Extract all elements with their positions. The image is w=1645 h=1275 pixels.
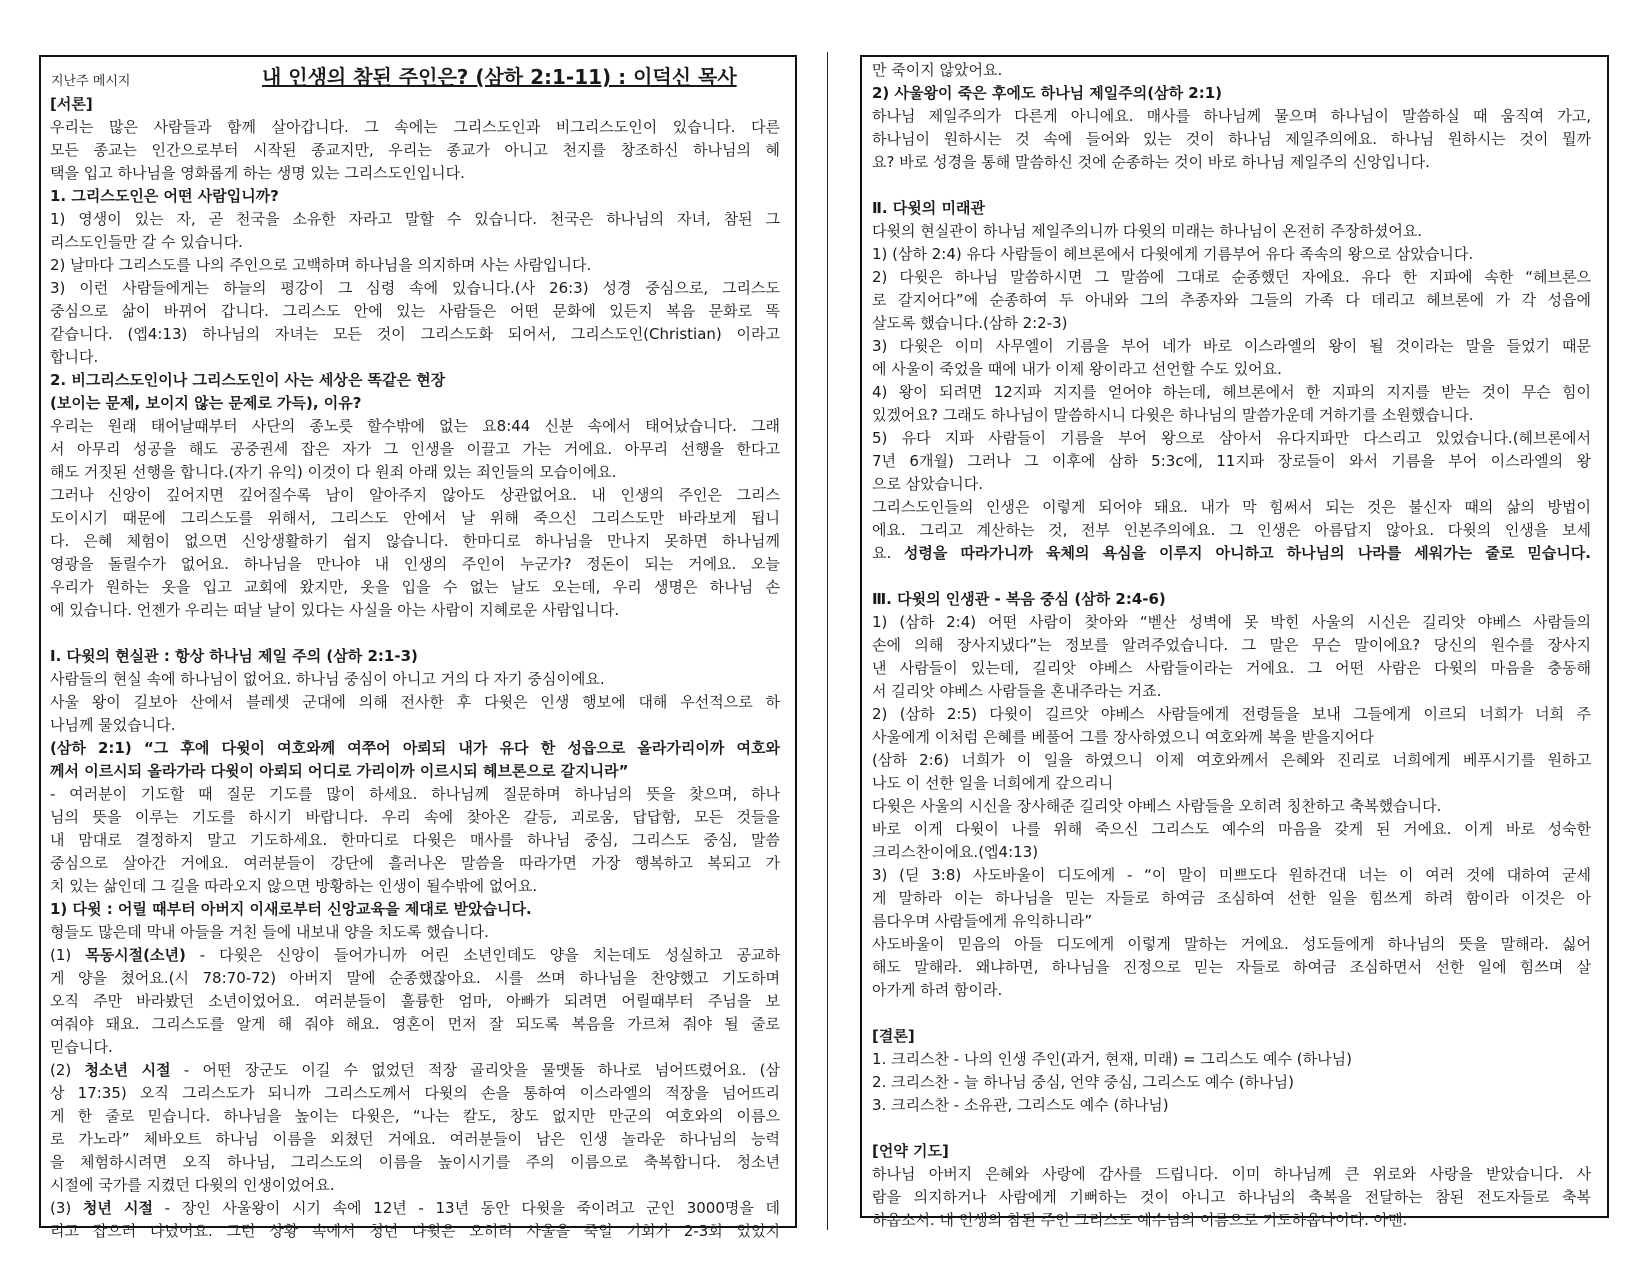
text-line: 사울에게 이처럼 은혜를 베풀어 그를 장사하였으니 여호와께 복을 받을지어다 bbox=[872, 728, 1374, 746]
text-line: 에 있습니다. 언젠가 우리는 떠날 날이 있다는 사실을 아는 사람이 지혜로운 사람입니다. bbox=[50, 601, 620, 619]
text-line: 상 17:35) 오직 그리스도가 되니까 그리스도께서 다윗의 손을 통하여 이스라엘의 적장을 넘어뜨리 bbox=[50, 1084, 780, 1102]
text-line: 람을 의지하거나 사람에게 기뻐하는 것이 아니고 하나님의 축복을 전달하는 참된 전도자들로 축복 bbox=[872, 1188, 1591, 1206]
text-line: 내 맘대로 결정하지 말고 기도하세요. 한마디로 다윗은 매사를 하나님 중심, 그리스도 중심, 말씀 bbox=[50, 831, 780, 849]
blank-line bbox=[872, 1002, 1591, 1025]
left-column bbox=[39, 55, 797, 1240]
text-line: 요? 바로 성경을 통해 말씀하신 것에 순종하는 것이 바로 하나님 제일주의 신앙입니다. bbox=[872, 153, 1430, 171]
heading-line: 께서 이르시되 올라가라 다윗이 아뢰되 어디로 가리이까 이르시되 헤브론으로 갈지니라” bbox=[50, 762, 629, 780]
text-line: 오직 주만 바라봤던 소년이었어요. 여러분들이 훌륭한 엄마, 아빠가 되려면 어릴때부터 주님을 보 bbox=[50, 992, 780, 1010]
text-line: 우리는 많은 사람들과 함께 살아갑니다. 그 속에는 그리스도인과 비그리스도인이 있습니다. 다른 bbox=[50, 118, 780, 136]
text-line: 살도록 했습니다.(삼하 2:2-3) bbox=[872, 314, 1068, 332]
text-line: 해도 거짓된 선행을 합니다.(자기 유익) 이것이 다 원죄 아래 있는 죄인들의 모습이에요. bbox=[50, 463, 617, 481]
text-line: 그러나 신앙이 깊어지면 깊어질수록 남이 알아주지 않아도 상관없어요. 내 인생의 주인은 그리스 bbox=[50, 486, 780, 504]
right-column bbox=[860, 55, 1609, 1229]
text-line: 나님께 물었습니다. bbox=[50, 716, 176, 734]
text-line: 하옵소서. 내 인생의 참된 주인 그리스도 예수님의 이름으로 기도하옵나이다. 아멘. bbox=[872, 1211, 1408, 1229]
text-line: 영광을 돌릴수가 없어요. 하나님을 만나야 내 인생의 주인이 누군가? 정돈이 되는 거에요. 오늘 bbox=[50, 555, 780, 573]
heading-line: [언약 기도] bbox=[872, 1142, 949, 1160]
text-line: 을 체험하시려면 오직 하나님, 그리스도의 이름을 높이시기를 주의 이름으로 축복합니다. 청소년 bbox=[50, 1153, 780, 1171]
text-line: 나도 이 선한 일을 너희에게 갚으리니 bbox=[872, 774, 1114, 792]
text-line: 모든 종교는 인간으로부터 시작된 종교지만, 우리는 종교가 아니고 천지를 창조하신 하나님의 혜 bbox=[50, 141, 780, 159]
text-line: 로 갈지어다”에 순종하여 두 아내와 그의 추종자와 그들의 가족 다 데리고 헤브론에 가 각 성읍에 bbox=[872, 291, 1591, 309]
heading-line: 2) 사울왕이 죽은 후에도 하나님 제일주의(삼하 2:1) bbox=[872, 84, 1223, 102]
heading-line: [서론] bbox=[50, 95, 93, 113]
text-line: 사울 왕이 길보아 산에서 블레셋 군대에 의해 전사한 후 다윗은 인생 행보에 대해 우선적으로 하 bbox=[50, 693, 780, 711]
heading-line: (보이는 문제, 보이지 않는 문제로 가득), 이유? bbox=[50, 394, 362, 412]
text-line: 형들도 많은데 막내 아들을 거친 들에 내보내 양을 치도록 했습니다. bbox=[50, 923, 489, 941]
text-line: 5) 유다 지파 사람들이 기름을 부어 왕으로 삼아서 유다지파만 다스리고 있었습니다.(헤브론에서 bbox=[872, 429, 1591, 447]
heading-line: (삼하 2:1) “그 후에 다윗이 여호와께 여쭈어 아뢰되 내가 유다 한 성읍으로 올라가리이까 여호와 bbox=[50, 739, 780, 757]
heading-line: 2. 비그리스도인이나 그리스도인이 사는 세상은 똑같은 현장 bbox=[50, 371, 446, 389]
text-line: 하나님이 원하시는 것 속에 들어와 있는 것이 하나님 제일주의에요. 하나님 원하시는 것이 뭘까 bbox=[872, 130, 1591, 148]
text-line: 우리는 원래 태어날때부터 사단의 종노릇 할수밖에 없는 요8:44 신분 속에서 태어났습니다. 그래 bbox=[50, 417, 780, 435]
text-line: 다윗은 사울의 시신을 장사해준 길리앗 야베스 사람들을 오히려 칭찬하고 축복했습니다. bbox=[872, 797, 1442, 815]
text-line: 서 길리앗 야베스 사람들을 혼내주라는 거죠. bbox=[872, 682, 1162, 700]
text-line: (삼하 2:6) 너희가 이 일을 하였으니 이제 여호와께서 은혜와 진리로 너희에게 베푸시기를 원하고 bbox=[872, 751, 1591, 769]
text-line: 우리가 원하는 옷을 입고 교회에 왔지만, 옷을 입을 수 없는 날도 오는데, 우리 생명은 하나님 손 bbox=[50, 578, 780, 596]
text-line: 시절에 국가를 지켰던 다윗의 인생이었어요. bbox=[50, 1176, 335, 1194]
text-line: (1) 목동시절(소년) - 다윗은 신앙이 들어가니까 어린 소년인데도 양을 치는데도 성실하고 공교하 bbox=[50, 946, 780, 964]
blank-line bbox=[872, 174, 1591, 197]
heading-line: 1. 그리스도인은 어떤 사람입니까? bbox=[50, 187, 279, 205]
text-line: 크리스찬이에요.(엡4:13) bbox=[872, 843, 1039, 861]
text-line: 3) 이런 사람들에게는 하늘의 평강이 그 심령 속에 있습니다.(사 26:3) 성경 중심으로, 그리스도 bbox=[50, 279, 780, 297]
text-line: 2. 크리스찬 - 늘 하나님 중심, 언약 중심, 그리스도 예수 (하나님) bbox=[872, 1073, 1294, 1091]
header bbox=[50, 61, 780, 93]
text-line: - 여러분이 기도할 때 질문 기도를 많이 하세요. 하나님께 질문하며 하나님의 뜻을 찾으며, 하나 bbox=[50, 785, 780, 803]
text-line: 요. 성령을 따라가니까 육체의 욕심을 이루지 아니하고 하나님의 나라를 세워가는 줄로 믿습니다. bbox=[872, 544, 1591, 562]
text-line: 해도 말해라. 왜냐하면, 하나님을 진정으로 믿는 자들로 하여금 조심하면서 선한 일에 힘쓰며 살 bbox=[872, 958, 1591, 976]
text-line: 3. 크리스찬 - 소유관, 그리스도 예수 (하나님) bbox=[872, 1096, 1169, 1114]
text-line: 으로 삼았습니다. bbox=[872, 475, 983, 493]
text-line: 에 사울이 죽었을 때에 내가 이제 왕이라고 선언할 수도 있어요. bbox=[872, 360, 1282, 378]
blank-line bbox=[872, 1117, 1591, 1140]
text-line: 7년 6개월) 그러나 그 이후에 삼하 5:3c에, 11지파 장로들이 와서 기름을 부어 이스라엘의 왕 bbox=[872, 452, 1591, 470]
text-line: 4) 왕이 되려면 12지파 지지를 얻어야 하는데, 헤브론에서 한 지파의 지지를 받는 것이 무슨 힘이 bbox=[872, 383, 1591, 401]
text-line: 서 아무리 성공을 해도 공중권세 잡은 자가 그 인생을 이끌고 가는 거에요. 아무리 선행을 한다고 bbox=[50, 440, 780, 458]
text-line: 1) (삼하 2:4) 어떤 사람이 찾아와 “벧산 성벽에 못 박힌 사울의 시신은 길리앗 야베스 사람들의 bbox=[872, 613, 1591, 631]
text-line: 하나님 아버지 은혜와 사랑에 감사를 드립니다. 이미 하나님께 큰 위로와 사랑을 받았습니다. 사 bbox=[872, 1165, 1591, 1183]
text-line: 도이시기 때문에 그리스도를 위해서, 그리스도 안에서 날 위해 죽으신 그리스도만 바라보게 됩니 bbox=[50, 509, 780, 527]
text-line: 만 죽이지 않았어요. bbox=[872, 61, 1003, 79]
text-line: 중심으로 살아간 거에요. 여러분들이 강단에 흘러나온 말씀을 따라가면 가장 행복하고 복되고 가 bbox=[50, 854, 780, 872]
text-line: 님의 뜻을 이루는 기도를 하시기 바랍니다. 우리 속에 찾아온 갈등, 괴로움, 답답함, 모든 것들을 bbox=[50, 808, 780, 826]
text-line: 게 한 줄로 믿습니다. 하나님을 높이는 다윗은, “나는 칼도, 창도 없지만 만군의 여호와의 이름으 bbox=[50, 1107, 780, 1125]
text-line: (3) 청년 시절 - 장인 사울왕이 시기 속에 12년 - 13년 동안 다윗을 죽이려고 군인 3000명을 데 bbox=[50, 1199, 780, 1217]
heading-line: Ⅱ. 다윗의 미래관 bbox=[872, 199, 985, 217]
text-line: 아가게 하려 함이라. bbox=[872, 981, 1003, 999]
heading-line: Ⅲ. 다윗의 인생관 - 복음 중심 (삼하 2:4-6) bbox=[872, 590, 1166, 608]
right-column-body bbox=[872, 59, 1591, 1232]
text-line: 3) (딛 3:8) 사도바울이 디도에게 - “이 말이 미쁘도다 원하건대 너는 이 여러 것에 대하여 굳세 bbox=[872, 866, 1591, 884]
text-line: 여줘야 돼요. 그리스도를 알게 해 줘야 해요. 영혼이 먼저 잘 되도록 복음을 가르쳐 줘야 될 줄로 bbox=[50, 1015, 780, 1033]
text-line: 게 말하라 이는 하나님을 믿는 자들로 하여금 조심하여 선한 일을 힘쓰게 하려 함이라 이것은 아 bbox=[872, 889, 1591, 907]
text-line: 다윗의 현실관이 하나님 제일주의니까 다윗의 미래는 하나님이 온전히 주장하셨어요. bbox=[872, 222, 1423, 240]
heading-line: 1) 다윗 : 어릴 때부터 아버지 이새로부터 신앙교육을 제대로 받았습니다. bbox=[50, 900, 532, 918]
text-line: 1) (삼하 2:4) 유다 사람들이 헤브론에서 다윗에게 기름부어 유다 족속의 왕으로 삼았습니다. bbox=[872, 245, 1474, 263]
text-line: 사람들의 현실 속에 하나님이 없어요. 하나님 중심이 아니고 거의 다 자기 중심이에요. bbox=[50, 670, 605, 688]
text-line: 2) 다윗은 하나님 말씀하시면 그 말씀에 그대로 순종했던 자에요. 유다 한 지파에 속한 “헤브론으 bbox=[872, 268, 1591, 286]
heading-line: [결론] bbox=[872, 1027, 915, 1045]
column-divider bbox=[827, 52, 828, 1230]
text-line: 다. 은혜 체험이 없으면 신앙생활하기 쉽지 않습니다. 한마디로 하나님을 만나지 못하면 하나님께 bbox=[50, 532, 780, 550]
text-line: 믿습니다. bbox=[50, 1038, 113, 1056]
text-line: 름다우며 사람들에게 유익하니라” bbox=[872, 912, 1093, 930]
text-line: 로 가노라” 체바오트 하나님 이름을 외쳤던 거에요. 여러분들이 남은 인생 놀라운 하나님의 능력 bbox=[50, 1130, 780, 1148]
text-line: 2) (삼하 2:5) 다윗이 길르앗 야베스 사람들에게 전령들을 보내 그들에게 이르되 너희가 너희 주 bbox=[872, 705, 1591, 723]
blank-line bbox=[50, 622, 780, 645]
text-line: 리고 잡으러 다녔어요. 그런 상황 속에서 청년 다윗은 오히려 사울을 죽일 기회가 2-3회 있었지 bbox=[50, 1222, 780, 1240]
left-column-body bbox=[50, 93, 780, 1243]
text-line: 게 양을 쳤어요.(시 78:70-72) 아버지 말에 순종했잖아요. 시를 쓰며 하나님을 찬양했고 기도하며 bbox=[50, 969, 780, 987]
text-line: 1) 영생이 있는 자, 곧 천국을 소유한 자라고 말할 수 있습니다. 천국은 하나님의 자녀, 참된 그 bbox=[50, 210, 780, 228]
text-line: 있겠어요? 그래도 하나님이 말씀하시니 다윗은 하나님의 말씀가운데 거하기를 소원했습니다. bbox=[872, 406, 1474, 424]
text-line: 같습니다. (엡4:13) 하나님의 자녀는 모든 것이 그리스도화 되어서, 그리스도인(Christian) 이라고 bbox=[50, 325, 780, 343]
text-line: 합니다. bbox=[50, 348, 99, 366]
text-line: (2) 청소년 시절 - 어떤 장군도 이길 수 없었던 적장 골리앗을 물맷돌 하나로 넘어뜨렸어요. (삼 bbox=[50, 1061, 780, 1079]
sermon-title: 내 인생의 참된 주인은? (삼하 2:1-11) : 이덕신 목사 bbox=[262, 65, 737, 89]
heading-line: Ⅰ. 다윗의 현실관 : 항상 하나님 제일 주의 (삼하 2:1-3) bbox=[50, 647, 418, 665]
text-line: 바로 이게 다윗이 나를 위해 죽으신 그리스도 예수의 마음을 갖게 된 거에요. 이게 바로 성숙한 bbox=[872, 820, 1591, 838]
text-line: 하나님 제일주의가 다른게 아니에요. 매사를 하나님께 물으며 하나님이 말씀하실 때 움직여 가고, bbox=[872, 107, 1591, 125]
text-line: 택을 입고 하나님을 영화롭게 하는 생명 있는 그리스도인입니다. bbox=[50, 164, 465, 182]
text-line: 에요. 그리고 계산하는 것, 전부 인본주의에요. 그 인생은 아름답지 않아요. 다윗의 인생을 보세 bbox=[872, 521, 1591, 539]
text-line: 치 있는 삶인데 그 길을 따라오지 않으면 방황하는 인생이 될수밖에 없어요. bbox=[50, 877, 538, 895]
text-line: 사도바울이 믿음의 아들 디도에게 이렇게 말하는 거에요. 성도들에게 하나님의 뜻을 말해라. 싫어 bbox=[872, 935, 1591, 953]
text-line: 3) 다윗은 이미 사무엘이 기름을 부어 네가 바로 이스라엘의 왕이 될 것이라는 말을 들었기 때문 bbox=[872, 337, 1591, 355]
text-line: 2) 날마다 그리스도를 나의 주인으로 고백하며 하나님을 의지하며 사는 사람입니다. bbox=[50, 256, 592, 274]
section-tag: 지난주 메시지 bbox=[51, 74, 131, 89]
text-line: 1. 크리스찬 - 나의 인생 주인(과거, 현재, 미래) = 그리스도 예수 (하나님) bbox=[872, 1050, 1352, 1068]
text-line: 그리스도인들의 인생은 이렇게 되어야 돼요. 내가 막 힘써서 되는 것은 불신자 때의 삶의 방법이 bbox=[872, 498, 1591, 516]
text-line: 낸 사람들이 있는데, 길리앗 야베스 사람들이라는 거에요. 그 어떤 사람은 다윗의 마음을 충동해 bbox=[872, 659, 1591, 677]
text-line: 중심으로 삶이 바뀌어 갑니다. 그리스도 안에 있는 사람들은 어떤 문화에 있든지 복음 문화로 똑 bbox=[50, 302, 780, 320]
text-line: 손에 의해 장사지냈다”는 정보를 알려주었습니다. 그 말은 무슨 말이에요? 당신의 원수를 장사지 bbox=[872, 636, 1591, 654]
text-line: 리스도인들만 갈 수 있습니다. bbox=[50, 233, 243, 251]
blank-line bbox=[872, 565, 1591, 588]
